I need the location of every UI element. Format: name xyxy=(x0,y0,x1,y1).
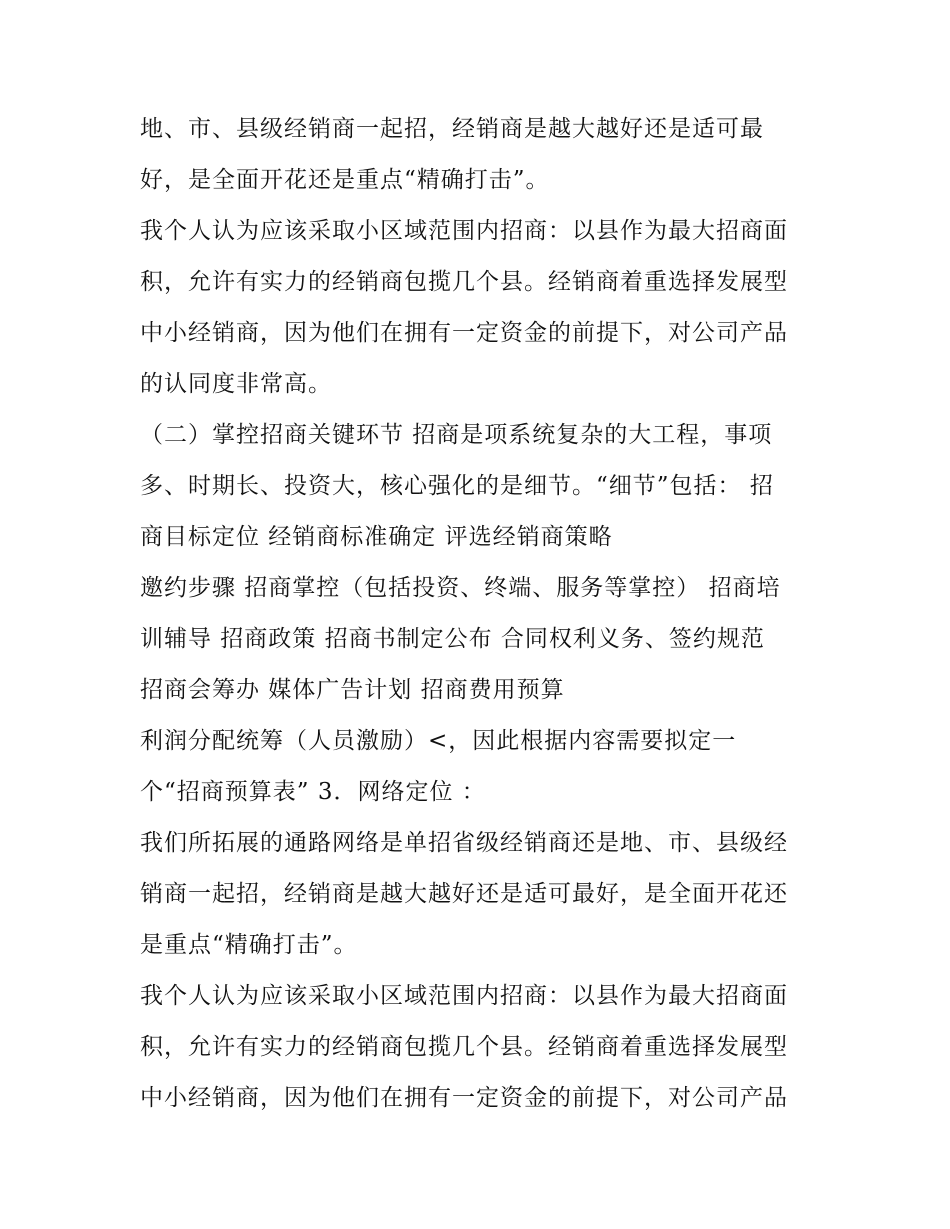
text-line: 是重点“精确打击”。 xyxy=(140,932,358,958)
text-line: 训辅导 招商政策 招商书制定公布 合同权利义务、签约规范 xyxy=(140,626,765,652)
text-line: 地、市、县级经销商一起招，经销商是越大越好还是适可最 xyxy=(140,116,764,142)
text-line: 销商一起招，经销商是越大越好还是适可最好，是全面开花还 xyxy=(140,881,788,907)
text-line: 多、时期长、投资大，核心强化的是细节。“细节”包括： 招 xyxy=(140,473,774,499)
text-line: 积，允许有实力的经销商包揽几个县。经销商着重选择发展型 xyxy=(140,1034,788,1060)
text-line: 我们所拓展的通路网络是单招省级经销商还是地、市、县级经 xyxy=(140,830,788,856)
text-line: 商目标定位 经销商标准确定 评选经销商策略 xyxy=(140,524,613,550)
text-line: 邀约步骤 招商掌控（包括投资、终端、服务等掌控） 招商培 xyxy=(140,575,781,601)
text-line: 个“招商预算表” 3．网络定位 ： xyxy=(140,779,486,805)
text-line: 利润分配统筹（人员激励）<，因此根据内容需要拟定一 xyxy=(140,728,737,754)
text-line: （二）掌控招商关键环节 招商是项系统复杂的大工程，事项 xyxy=(140,422,773,448)
text-line: 积，允许有实力的经销商包揽几个县。经销商着重选择发展型 xyxy=(140,269,788,295)
text-line: 我个人认为应该采取小区域范围内招商：以县作为最大招商面 xyxy=(140,218,788,244)
document-body xyxy=(140,104,840,1124)
text-line: 中小经销商，因为他们在拥有一定资金的前提下，对公司产品 xyxy=(140,320,788,346)
text-line: 中小经销商，因为他们在拥有一定资金的前提下，对公司产品 xyxy=(140,1085,788,1111)
text-line: 的认同度非常高。 xyxy=(140,371,332,397)
text-line: 招商会筹办 媒体广告计划 招商费用预算 xyxy=(140,677,565,703)
text-line: 好，是全面开花还是重点“精确打击”。 xyxy=(140,167,550,193)
text-line: 我个人认为应该采取小区域范围内招商：以县作为最大招商面 xyxy=(140,983,788,1009)
